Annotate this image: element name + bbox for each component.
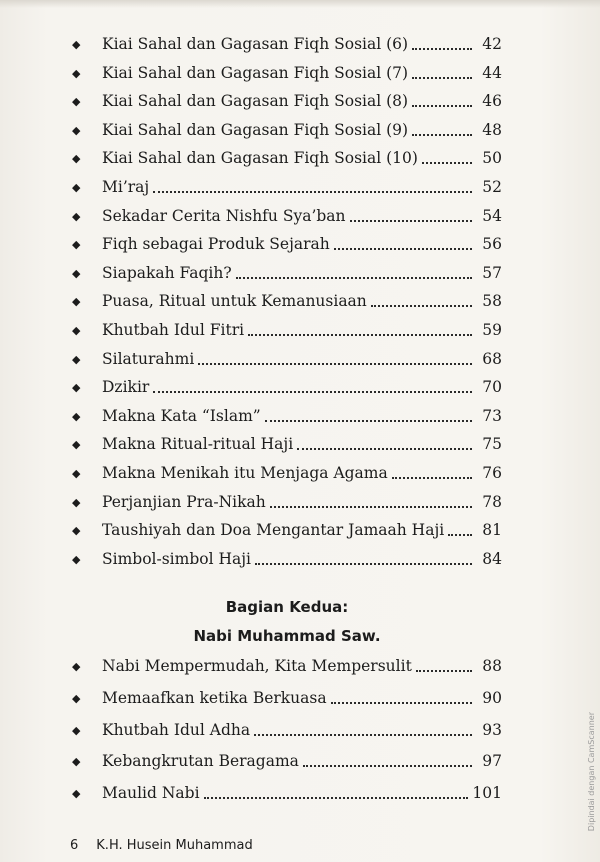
- toc-entry-page: 57: [482, 263, 502, 282]
- toc-entry-page: 90: [482, 688, 502, 707]
- toc-entry-page: 48: [482, 120, 502, 139]
- toc-entry-title: Khutbah Idul Fitri: [102, 321, 245, 339]
- toc-entry-title: Simbol-simbol Haji: [102, 549, 251, 568]
- dot-leader: [412, 133, 472, 136]
- footer-author: K.H. Husein Muhammad: [96, 838, 253, 853]
- toc-entry: [72, 348, 502, 370]
- dot-leader: [297, 447, 472, 450]
- toc-entry: [72, 462, 502, 484]
- toc-entry-page: 81: [482, 521, 502, 540]
- toc-entry: [72, 548, 502, 570]
- toc-entry-title: Silaturahmi: [102, 349, 195, 368]
- footer-page-number: 6: [70, 838, 79, 853]
- diamond-bullet-icon: ◆: [72, 787, 81, 801]
- toc-entry-title: Siapakah Faqih?: [102, 263, 232, 282]
- toc-entry-title: Kebangkrutan Beragama: [102, 752, 299, 771]
- diamond-bullet-icon: ◆: [72, 660, 81, 673]
- dot-leader: [265, 419, 472, 422]
- diamond-bullet-icon: ◆: [72, 66, 81, 80]
- dot-leader: [334, 247, 472, 250]
- toc-entry: [72, 147, 502, 169]
- dot-leader: [255, 562, 472, 565]
- dot-leader: [448, 533, 472, 536]
- dot-leader: [412, 47, 472, 50]
- toc-entry-page: 73: [482, 406, 502, 425]
- toc-entry: [72, 719, 502, 741]
- toc-entry-title: Kiai Sahal dan Gagasan Fiqh Sosial (9): [102, 120, 409, 139]
- toc-entry-title: Nabi Mempermudah, Kita Mempersulit: [102, 657, 412, 675]
- toc-entry: [72, 33, 502, 55]
- toc-entry-title: Makna Ritual-ritual Haji: [102, 435, 294, 454]
- dot-leader: [248, 333, 472, 336]
- dot-leader: [270, 505, 472, 508]
- dot-leader: [422, 161, 472, 164]
- dot-leader: [303, 764, 472, 767]
- dot-leader: [412, 76, 472, 79]
- dot-leader: [204, 796, 469, 799]
- diamond-bullet-icon: ◆: [72, 495, 81, 509]
- dot-leader: [153, 190, 472, 193]
- toc-entry: [72, 319, 502, 341]
- toc-entry-page: 68: [482, 349, 502, 368]
- toc-entry-page: 56: [482, 235, 502, 254]
- toc-entry: [72, 90, 502, 112]
- toc-entry-title: Mi’raj: [102, 178, 150, 196]
- dot-leader: [412, 104, 472, 107]
- toc-entry-page: 46: [482, 92, 502, 111]
- diamond-bullet-icon: ◆: [72, 123, 81, 137]
- dot-leader: [198, 362, 472, 365]
- toc-entry-title: Memaafkan ketika Berkuasa: [102, 688, 327, 707]
- toc-entry-page: 76: [482, 464, 502, 482]
- dot-leader: [331, 701, 472, 704]
- diamond-bullet-icon: ◆: [72, 95, 81, 109]
- toc-entry-page: 88: [482, 657, 502, 675]
- page-footer: [70, 838, 253, 853]
- diamond-bullet-icon: ◆: [72, 691, 81, 705]
- toc-entry-title: Sekadar Cerita Nishfu Sya’ban: [102, 206, 346, 225]
- diamond-bullet-icon: ◆: [72, 352, 81, 366]
- toc-entry-title: Taushiyah dan Doa Mengantar Jamaah Haji: [102, 521, 445, 540]
- toc-entry-title: Perjanjian Pra-Nikah: [102, 492, 266, 511]
- toc-entry-title: Khutbah Idul Adha: [102, 720, 251, 739]
- toc-entry-title: Makna Menikah itu Menjaga Agama: [102, 464, 388, 482]
- page-edge-shadow: [0, 0, 600, 8]
- toc-entry-title: Puasa, Ritual untuk Kemanusiaan: [102, 292, 367, 311]
- diamond-bullet-icon: ◆: [72, 467, 81, 480]
- toc-entry-page: 59: [482, 321, 502, 339]
- toc-entry: [72, 233, 502, 255]
- toc-entry-page: 75: [482, 435, 502, 454]
- diamond-bullet-icon: ◆: [72, 238, 81, 252]
- diamond-bullet-icon: ◆: [72, 266, 81, 280]
- diamond-bullet-icon: ◆: [72, 324, 81, 337]
- diamond-bullet-icon: ◆: [72, 209, 81, 223]
- toc-entry-page: 54: [482, 206, 502, 225]
- diamond-bullet-icon: ◆: [72, 552, 81, 566]
- toc-entry-title: Maulid Nabi: [102, 784, 200, 803]
- section-heading-label: Bagian Kedua:: [225, 598, 349, 616]
- toc-entry: [72, 405, 502, 427]
- toc-entry: [72, 176, 502, 198]
- toc-entry-page: 70: [482, 378, 502, 397]
- diamond-bullet-icon: ◆: [72, 295, 81, 309]
- toc-entry-title: Kiai Sahal dan Gagasan Fiqh Sosial (10): [102, 149, 418, 168]
- toc-entry-page: 101: [472, 784, 502, 803]
- toc-entry-title: Makna Kata “Islam”: [102, 406, 261, 425]
- dot-leader: [416, 669, 472, 672]
- toc-entry-title: Kiai Sahal dan Gagasan Fiqh Sosial (6): [102, 35, 409, 53]
- diamond-bullet-icon: ◆: [72, 38, 81, 51]
- toc-entry: [72, 119, 502, 141]
- dot-leader: [153, 390, 472, 393]
- toc-entry: [72, 655, 502, 677]
- toc-entry: [72, 750, 502, 772]
- diamond-bullet-icon: ◆: [72, 409, 81, 423]
- diamond-bullet-icon: ◆: [72, 524, 81, 538]
- dot-leader: [236, 276, 472, 279]
- toc-entry-page: 52: [482, 178, 502, 196]
- toc-entry-title: Kiai Sahal dan Gagasan Fiqh Sosial (7): [102, 63, 409, 82]
- diamond-bullet-icon: ◆: [72, 723, 81, 737]
- diamond-bullet-icon: ◆: [72, 755, 81, 769]
- section-heading-title: Nabi Muhammad Saw.: [193, 627, 381, 645]
- toc-entry: [72, 687, 502, 709]
- toc-entry: [72, 205, 502, 227]
- dot-leader: [371, 304, 472, 307]
- toc-entry-page: 50: [482, 149, 502, 168]
- toc-entry: [72, 519, 502, 541]
- diamond-bullet-icon: ◆: [72, 381, 81, 395]
- scanner-watermark: Dipindai dengan CamScanner: [587, 712, 596, 832]
- dot-leader: [254, 733, 472, 736]
- toc-entry: [72, 262, 502, 284]
- toc-entry-page: 97: [482, 752, 502, 771]
- dot-leader: [392, 476, 472, 479]
- toc-entry-page: 44: [482, 63, 502, 82]
- toc-entry-page: 93: [482, 720, 502, 739]
- toc-entry-title: Dzikir: [102, 378, 150, 397]
- toc-entry: [72, 433, 502, 455]
- toc-entry-page: 84: [482, 549, 502, 568]
- toc-entry-page: 78: [482, 492, 502, 511]
- diamond-bullet-icon: ◆: [72, 152, 81, 166]
- diamond-bullet-icon: ◆: [72, 181, 81, 194]
- toc-entry-page: 42: [482, 35, 502, 53]
- toc-entry-title: Kiai Sahal dan Gagasan Fiqh Sosial (8): [102, 92, 409, 111]
- toc-entry-page: 58: [482, 292, 502, 311]
- toc-entry: [72, 62, 502, 84]
- toc-entry: [72, 782, 502, 804]
- toc-entry: [72, 376, 502, 398]
- toc-entry: [72, 290, 502, 312]
- diamond-bullet-icon: ◆: [72, 438, 81, 452]
- toc-entry: [72, 491, 502, 513]
- toc-entry-title: Fiqh sebagai Produk Sejarah: [102, 235, 330, 254]
- dot-leader: [350, 219, 472, 222]
